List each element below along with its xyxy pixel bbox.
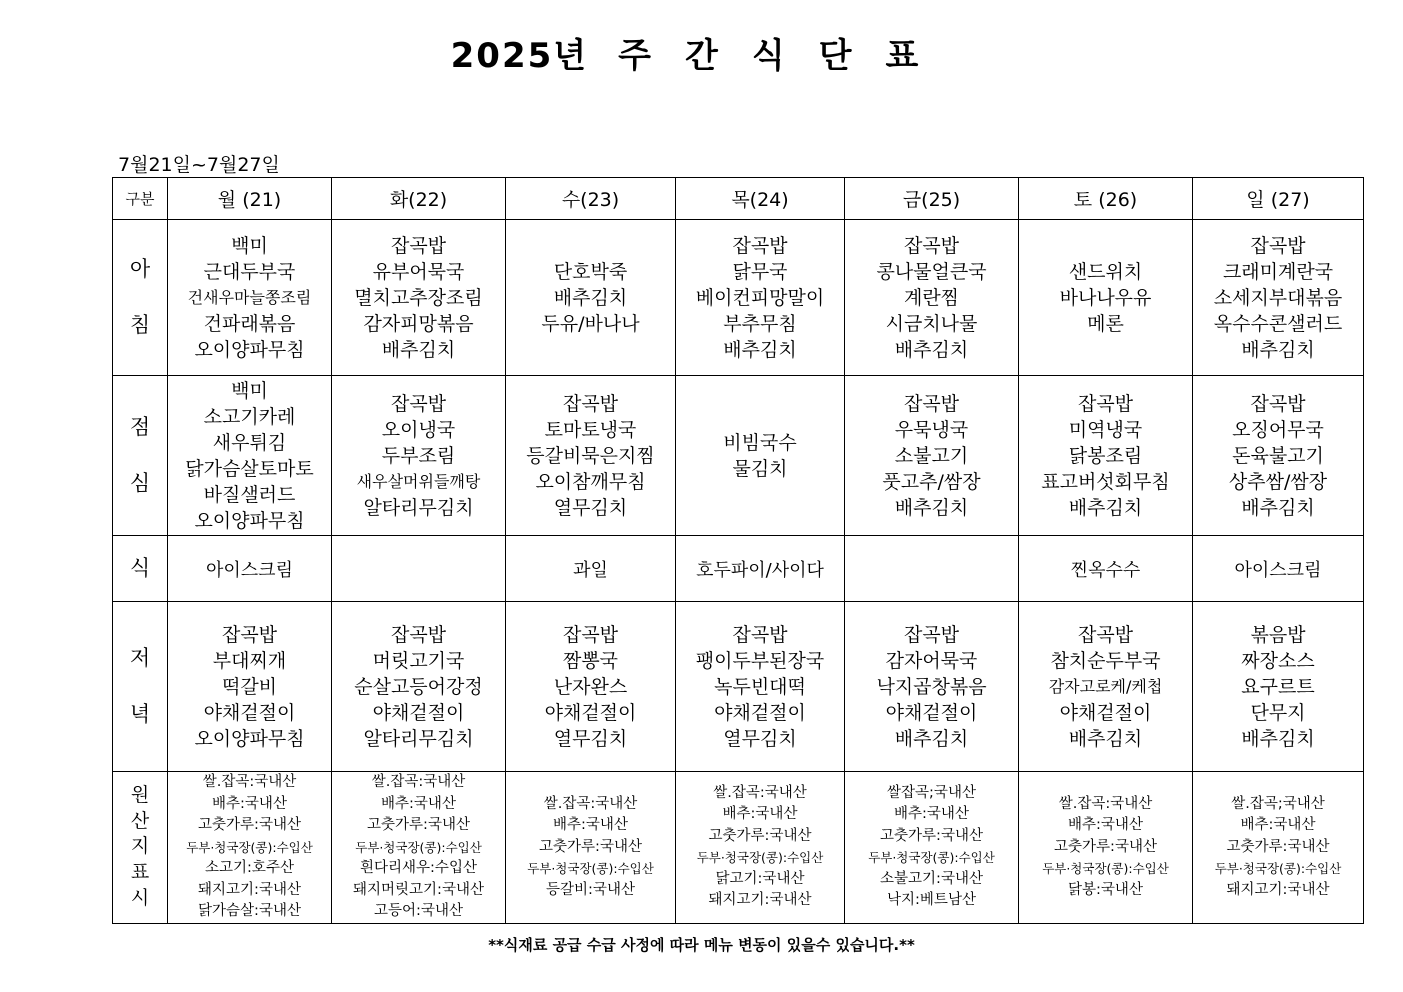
menu-item: 유부어묵국 — [372, 260, 465, 283]
origin-item: 두부·청국장(콩):수입산 — [355, 839, 482, 855]
menu-item: 부대찌개 — [212, 649, 287, 672]
menu-item: 건새우마늘쫑조림 — [187, 287, 312, 307]
menu-item: 부추무침 — [723, 312, 797, 335]
snack-cell: 호두파이/사이다 — [676, 536, 845, 602]
origin-item: 흰다리새우:수입산 — [360, 860, 477, 876]
menu-item: 오이참깨무침 — [535, 470, 646, 493]
menu-item: 알타리무김치 — [363, 496, 474, 519]
origin-cell — [506, 772, 676, 924]
row-label-char: 시 — [130, 886, 150, 909]
row-label-breakfast — [113, 220, 168, 376]
snack-cell: 아이스크림 — [1193, 536, 1364, 602]
snack-cell — [845, 536, 1019, 602]
row-label-char: 침 — [129, 312, 151, 337]
menu-item: 야채겉절이 — [372, 701, 465, 724]
menu-item: 잡곡밥 — [562, 392, 619, 415]
menu-item: 근대두부국 — [203, 260, 296, 283]
origin-item: 돼지고기:국내산 — [1226, 881, 1330, 898]
dinner-cell — [168, 602, 332, 772]
menu-item: 잡곡밥 — [1077, 392, 1134, 415]
lunch-cell — [332, 376, 506, 536]
menu-item: 야채겉절이 — [885, 701, 978, 724]
menu-item: 배추김치 — [894, 727, 969, 750]
day-header: 월 (21) — [168, 178, 332, 220]
menu-item: 닭무국 — [732, 260, 788, 283]
origin-cell — [676, 772, 845, 924]
menu-item: 잡곡밥 — [562, 623, 619, 646]
menu-item: 알타리무김치 — [363, 727, 474, 750]
menu-item: 잡곡밥 — [1250, 234, 1306, 257]
dinner-row — [113, 602, 1364, 772]
lunch-row — [113, 376, 1364, 536]
row-label-char: 심 — [129, 470, 151, 495]
row-label-char: 원 — [130, 784, 150, 807]
menu-item: 열무김치 — [553, 496, 628, 519]
origin-item: 쌀.잡곡:국내산 — [202, 774, 297, 790]
menu-item: 소세지부대볶음 — [1213, 286, 1343, 309]
menu-item: 배추김치 — [894, 338, 969, 361]
corner-label: 구분 — [113, 178, 168, 220]
menu-item: 돈육불고기 — [1232, 444, 1324, 467]
menu-item: 낙지곱창볶음 — [876, 675, 987, 698]
menu-item: 옥수수콘샐러드 — [1213, 312, 1343, 335]
menu-item: 건파래볶음 — [203, 312, 296, 335]
menu-item: 야채겉절이 — [544, 701, 637, 724]
date-range: 7월21일~7월27일 — [118, 154, 280, 176]
menu-item: 비빔국수 — [723, 431, 797, 454]
menu-item: 바질샐러드 — [203, 483, 296, 506]
breakfast-cell — [332, 220, 506, 376]
menu-item: 샌드위치 — [1068, 260, 1143, 283]
menu-item: 잡곡밥 — [390, 623, 447, 646]
menu-item: 단무지 — [1250, 701, 1306, 724]
origin-item: 쌀.잡곡:국내산 — [1058, 795, 1153, 812]
day-header: 화(22) — [332, 178, 506, 220]
origin-item: 배추:국내산 — [1240, 817, 1316, 833]
menu-item: 콩나물얼큰국 — [876, 260, 987, 283]
origin-item: 고춧가루:국내산 — [367, 817, 470, 833]
row-label-char: 아 — [129, 257, 151, 282]
menu-item: 열무김치 — [553, 727, 628, 750]
menu-item: 감자어묵국 — [885, 649, 978, 672]
snack-row — [113, 536, 1364, 602]
menu-item: 야채겉절이 — [203, 701, 296, 724]
snack-cell: 아이스크림 — [168, 536, 332, 602]
menu-item: 잡곡밥 — [903, 623, 960, 646]
origin-item: 두부·청국장(콩):수입산 — [1214, 861, 1342, 876]
row-label-snack — [113, 536, 168, 602]
origin-item: 닭고기:국내산 — [715, 870, 805, 887]
origin-item: 배추:국내산 — [381, 795, 456, 812]
row-label-char: 저 — [129, 646, 151, 671]
menu-item: 배추김치 — [1241, 338, 1315, 361]
menu-item: 메론 — [1087, 312, 1124, 335]
origin-item: 쌀.잡곡:국내산 — [713, 784, 807, 801]
day-header: 토 (26) — [1019, 178, 1193, 220]
menu-item: 잡곡밥 — [903, 392, 960, 415]
menu-item: 열무김치 — [723, 727, 797, 750]
menu-item: 배추김치 — [381, 338, 456, 361]
snack-cell: 찐옥수수 — [1019, 536, 1193, 602]
row-label-char: 점 — [129, 415, 151, 440]
origin-item: 쌀.잡곡;국내산 — [1231, 795, 1325, 812]
snack-cell — [332, 536, 506, 602]
menu-item: 짬뽕국 — [562, 649, 619, 672]
menu-item: 녹두빈대떡 — [714, 675, 806, 698]
row-label-char: 표 — [130, 861, 150, 884]
origin-item: 돼지고기:국내산 — [198, 881, 301, 898]
origin-item: 배추:국내산 — [894, 806, 969, 823]
menu-item: 바나나우유 — [1059, 286, 1152, 309]
origin-item: 고춧가루:국내산 — [880, 827, 983, 844]
menu-item: 배추김치 — [1068, 727, 1143, 750]
menu-item: 계란찜 — [903, 286, 960, 309]
origin-item: 돼지고기:국내산 — [708, 892, 812, 909]
menu-item: 두부조림 — [381, 444, 456, 467]
menu-item: 시금치나물 — [885, 312, 978, 335]
origin-item: 쌀.잡곡:국내산 — [371, 774, 466, 790]
origin-item: 고춧가루:국내산 — [539, 838, 642, 855]
origin-cell — [332, 772, 506, 924]
origin-item: 등갈비:국내산 — [546, 881, 635, 898]
menu-item: 잡곡밥 — [732, 623, 788, 646]
menu-item: 크래미계란국 — [1222, 260, 1334, 283]
page-title — [0, 28, 1403, 77]
title-text: 주간식단표 — [618, 36, 953, 76]
menu-item: 두유/바나나 — [541, 312, 640, 335]
menu-item: 닭봉조림 — [1068, 444, 1143, 467]
origin-item: 쌀.잡곡:국내산 — [543, 795, 638, 812]
origin-cell — [1193, 772, 1364, 924]
lunch-cell — [168, 376, 332, 536]
menu-item: 오이냉국 — [381, 418, 456, 441]
breakfast-cell — [168, 220, 332, 376]
row-label-lunch — [113, 376, 168, 536]
menu-item: 닭가슴살토마토 — [185, 457, 314, 480]
origin-cell — [845, 772, 1019, 924]
menu-item: 감자고로케/케첩 — [1048, 676, 1163, 696]
menu-item: 참치순두부국 — [1050, 649, 1161, 672]
menu-item: 토마토냉국 — [544, 418, 637, 441]
menu-item: 머릿고기국 — [372, 649, 465, 672]
origin-item: 닭봉:국내산 — [1068, 881, 1143, 898]
menu-item: 팽이두부된장국 — [695, 649, 825, 672]
menu-item: 잡곡밥 — [1250, 392, 1306, 415]
breakfast-cell — [845, 220, 1019, 376]
dinner-cell — [676, 602, 845, 772]
menu-item: 소고기카레 — [203, 405, 296, 428]
menu-item: 풋고추/쌈장 — [882, 470, 981, 493]
row-label-char: 식 — [129, 555, 151, 580]
day-header: 금(25) — [845, 178, 1019, 220]
menu-item: 배추김치 — [1241, 496, 1315, 519]
lunch-cell — [1193, 376, 1364, 536]
row-label-origin — [113, 772, 168, 924]
breakfast-cell — [676, 220, 845, 376]
menu-item: 오이양파무침 — [194, 727, 305, 750]
menu-item: 새우살머위들깨탕 — [356, 471, 481, 491]
row-label-dinner — [113, 602, 168, 772]
menu-item: 미역냉국 — [1068, 418, 1143, 441]
day-header: 수(23) — [506, 178, 676, 220]
menu-item: 오이양파무침 — [194, 509, 305, 532]
lunch-cell — [506, 376, 676, 536]
day-header: 목(24) — [676, 178, 845, 220]
snack-cell: 과일 — [506, 536, 676, 602]
menu-item: 상추쌈/쌈장 — [1228, 470, 1328, 493]
breakfast-cell — [1193, 220, 1364, 376]
origin-cell — [1019, 772, 1193, 924]
origin-item: 배추:국내산 — [553, 817, 628, 833]
origin-item: 고등어:국내산 — [374, 903, 463, 919]
origin-item: 낙지:베트남산 — [887, 892, 976, 909]
origin-item: 배추:국내산 — [1068, 817, 1143, 833]
menu-item: 소불고기 — [894, 444, 969, 467]
origin-item: 배추:국내산 — [722, 806, 798, 823]
title-year: 2025년 — [450, 36, 589, 76]
lunch-cell — [845, 376, 1019, 536]
menu-item: 오징어무국 — [1232, 418, 1324, 441]
menu-item: 새우튀김 — [212, 431, 287, 454]
origin-row — [113, 772, 1364, 924]
menu-item: 물김치 — [732, 457, 788, 480]
menu-item: 난자완스 — [553, 675, 628, 698]
menu-item: 오이양파무침 — [194, 338, 305, 361]
menu-item: 순살고등어강정 — [354, 675, 483, 698]
origin-item: 두부·청국장(콩):수입산 — [1042, 861, 1169, 876]
origin-cell — [168, 772, 332, 924]
menu-item: 멸치고추장조림 — [354, 286, 483, 309]
menu-item: 등갈비묵은지찜 — [526, 444, 655, 467]
breakfast-cell — [1019, 220, 1193, 376]
menu-item: 백미 — [231, 379, 268, 402]
row-label-char: 지 — [130, 835, 150, 858]
footer-note: **식재료 공급 수급 사정에 따라 메뉴 변동이 있을수 있습니다.** — [488, 936, 915, 954]
menu-item: 잡곡밥 — [221, 623, 278, 646]
menu-item: 표고버섯회무침 — [1041, 470, 1170, 493]
menu-item: 베이컨피망말이 — [695, 286, 825, 309]
menu-item: 잡곡밥 — [903, 234, 960, 257]
menu-item: 잡곡밥 — [390, 234, 447, 257]
menu-item: 백미 — [231, 234, 268, 257]
origin-item: 고춧가루:국내산 — [198, 817, 301, 833]
menu-item: 야채겉절이 — [714, 701, 806, 724]
dinner-cell — [332, 602, 506, 772]
origin-item: 두부·청국장(콩):수입산 — [868, 850, 995, 866]
menu-item: 요구르트 — [1241, 675, 1315, 698]
origin-item: 소고기:호주산 — [205, 860, 294, 876]
dinner-cell — [1019, 602, 1193, 772]
origin-item: 고춧가루:국내산 — [1226, 838, 1330, 855]
menu-item: 야채겉절이 — [1059, 701, 1152, 724]
day-header: 일 (27) — [1193, 178, 1364, 220]
menu-item: 감자피망볶음 — [363, 312, 474, 335]
origin-item: 배추:국내산 — [212, 795, 287, 812]
origin-item: 고춧가루:국내산 — [708, 827, 812, 844]
origin-item: 쌀잡곡;국내산 — [887, 784, 976, 801]
breakfast-row — [113, 220, 1364, 376]
dinner-cell — [506, 602, 676, 772]
menu-item: 짜장소스 — [1241, 649, 1315, 672]
origin-item: 두부·청국장(콩):수입산 — [696, 850, 824, 866]
origin-item: 고춧가루:국내산 — [1054, 838, 1157, 855]
weekly-menu-table — [112, 177, 1364, 924]
origin-item: 닭가슴살:국내산 — [198, 903, 301, 919]
menu-item: 볶음밥 — [1250, 623, 1306, 646]
breakfast-cell — [506, 220, 676, 376]
menu-item: 잡곡밥 — [732, 234, 788, 257]
menu-item: 배추김치 — [723, 338, 797, 361]
menu-item: 떡갈비 — [221, 675, 278, 698]
origin-item: 두부·청국장(콩):수입산 — [527, 861, 654, 876]
dinner-cell — [845, 602, 1019, 772]
menu-item: 단호박죽 — [553, 260, 628, 283]
menu-item: 배추김치 — [1068, 496, 1143, 519]
header-row — [113, 178, 1364, 220]
dinner-cell — [1193, 602, 1364, 772]
origin-item: 돼지머릿고기:국내산 — [353, 881, 484, 898]
menu-item: 배추김치 — [1241, 727, 1315, 750]
row-label-char: 녁 — [129, 701, 151, 726]
origin-item: 소불고기:국내산 — [880, 870, 983, 887]
menu-item: 잡곡밥 — [390, 392, 447, 415]
menu-item: 배추김치 — [894, 496, 969, 519]
origin-item: 두부·청국장(콩):수입산 — [186, 839, 313, 855]
menu-item: 잡곡밥 — [1077, 623, 1134, 646]
lunch-cell — [676, 376, 845, 536]
menu-item: 우묵냉국 — [894, 418, 969, 441]
row-label-char: 산 — [130, 809, 150, 832]
lunch-cell — [1019, 376, 1193, 536]
menu-item: 배추김치 — [553, 286, 628, 309]
